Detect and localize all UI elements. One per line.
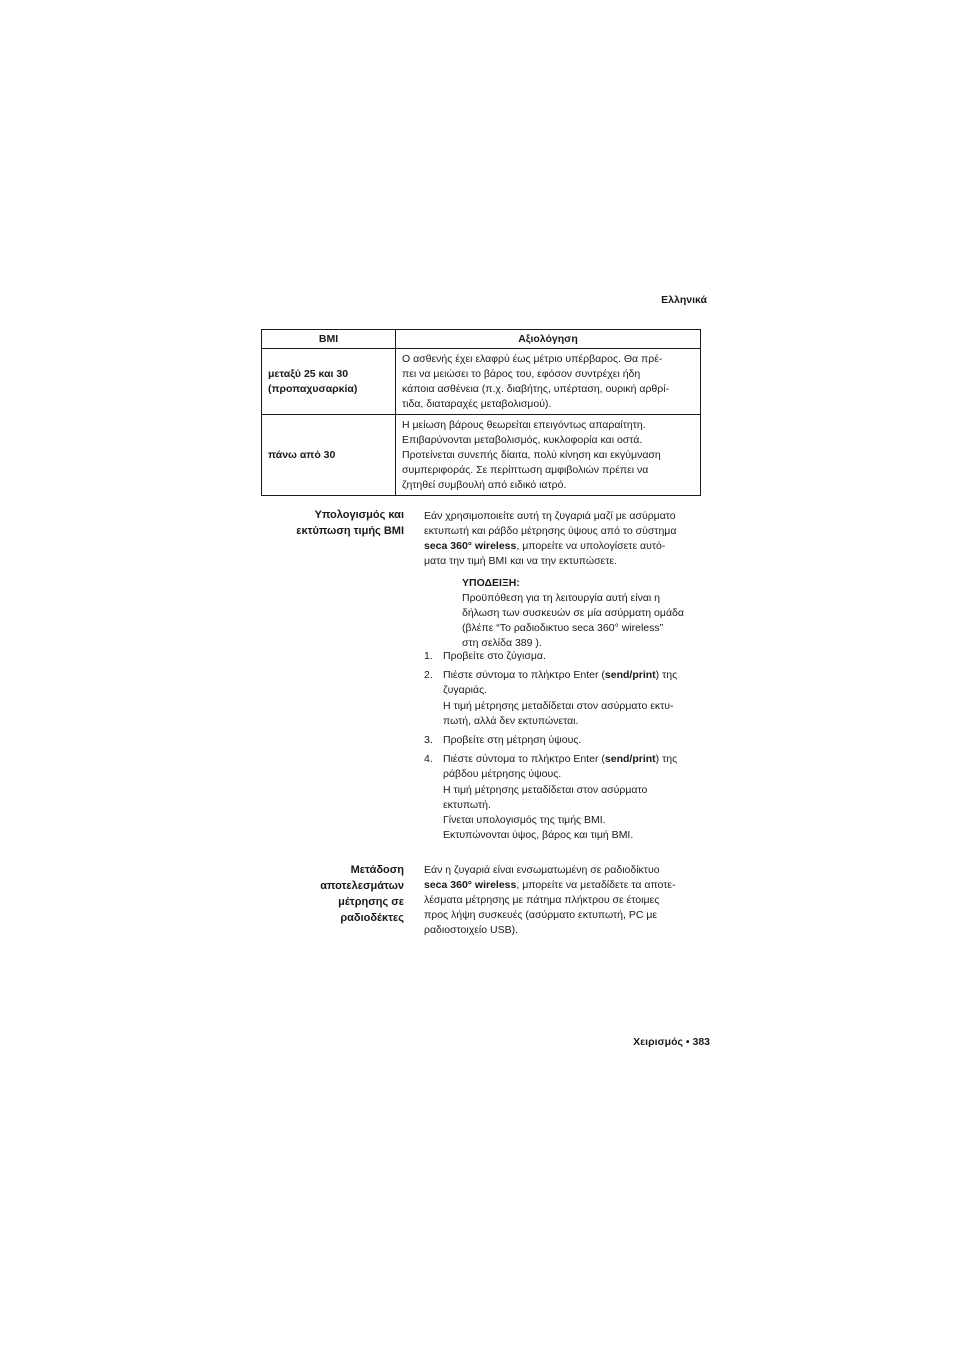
assessment-line: κάποια ασθένεια (π.χ. διαβήτης, υπέρταση, ουρική αρθρί- xyxy=(402,383,670,395)
result-line: εκτυπωτή. xyxy=(443,799,491,811)
category-line: (προπαχυσαρκία) xyxy=(268,382,358,395)
note-line: (βλέπε “Το ραδιοδικτυο seca 360° wireless” xyxy=(462,622,664,634)
result-line: Γίνεται υπολογισμός της τιμής BMI. xyxy=(443,814,606,826)
note-line: δήλωση των συσκευών σε μία ασύρματη ομάδα xyxy=(462,607,684,619)
text-line: λέσματα μέτρησης με πάτημα πλήκτρου σε έτοιμες xyxy=(424,894,660,906)
intro-text: , μπορείτε να υπολογίσετε αυτό- xyxy=(516,540,666,552)
note-title: ΥΠΟΔΕΙΞΗ: xyxy=(462,577,520,589)
text-line: ραδιοστοιχείο USB). xyxy=(424,924,518,936)
intro-line xyxy=(424,539,714,554)
step-text: Προβείτε στο ζύγισμα. xyxy=(443,650,546,662)
section-bmi-intro xyxy=(424,509,714,569)
assessment-line: τιδα, διαταραχές μεταβολισμού). xyxy=(402,398,552,410)
step-number: 4. xyxy=(424,753,433,765)
steps-list xyxy=(424,649,714,847)
table-row xyxy=(262,349,701,415)
step-text xyxy=(443,668,714,683)
heading-line: Μετάδοση xyxy=(350,864,404,876)
heading-line: εκτύπωση τιμής BMI xyxy=(296,525,404,537)
heading-line: μέτρησης σε xyxy=(338,896,404,908)
step-result xyxy=(443,699,714,729)
intro-line: εκτυπωτή και ράβδο μέτρησης ύψους από το σύστημα xyxy=(424,525,677,537)
step-text: Προβείτε στη μέτρηση ύψους. xyxy=(443,734,582,746)
result-line: Εκτυπώνονται ύψος, βάρος και τιμή BMI. xyxy=(443,829,634,841)
table-header-bmi: BMI xyxy=(262,330,396,349)
category-line: μεταξύ 25 και 30 xyxy=(268,367,349,380)
bmi-assessment-table xyxy=(261,329,701,496)
heading-line: Υπολογισμός και xyxy=(314,509,404,521)
step-text xyxy=(443,752,714,767)
intro-line: ματα την τιμή BMI και να την εκτυπώσετε. xyxy=(424,555,617,567)
table-cell-assessment xyxy=(396,349,701,415)
section-heading-radio xyxy=(258,862,404,926)
step-text-part: Πιέστε σύντομα το πλήκτρο Enter ( xyxy=(443,669,605,681)
list-item xyxy=(424,668,714,729)
assessment-line: Η μείωση βάρους θεωρείται επειγόντως απαραίτητη. xyxy=(402,419,646,431)
table-header-row xyxy=(262,330,701,349)
table-row xyxy=(262,415,701,496)
list-item xyxy=(424,752,714,843)
key-label: send/print xyxy=(604,753,656,765)
result-line: πωτή, αλλά δεν εκτυπώνεται. xyxy=(443,715,579,727)
table-header-assessment: Αξιολόγηση xyxy=(396,330,701,349)
page-language-label: Ελληνικά xyxy=(661,294,707,306)
table-cell-category xyxy=(262,349,396,415)
section-radio-text xyxy=(424,863,714,938)
assessment-line: πει να μειώσει το βάρος του, εφόσον συντρέχει ήδη xyxy=(402,368,641,380)
assessment-line: Ο ασθενής έχει ελαφρύ έως μέτριο υπέρβαρος. Θα πρέ- xyxy=(402,353,663,365)
step-number: 1. xyxy=(424,650,433,662)
intro-line: Εάν χρησιμοποιείτε αυτή τη ζυγαριά μαζί με ασύρματο xyxy=(424,510,676,522)
heading-line: αποτελεσμάτων xyxy=(320,880,404,892)
section-heading-bmi xyxy=(258,507,404,539)
text-line: προς λήψη συσκευές (ασύρματο εκτυπωτή, PC με xyxy=(424,909,658,921)
step-text-line: ράβδου μέτρησης ύψους. xyxy=(443,768,562,780)
step-text-part: Πιέστε σύντομα το πλήκτρο Enter ( xyxy=(443,753,605,765)
note-line: στη σελίδα 389 ). xyxy=(462,637,542,649)
note-box xyxy=(462,576,722,651)
list-item xyxy=(424,733,714,748)
result-line: Η τιμή μέτρησης μεταδίδεται στον ασύρματο xyxy=(443,784,648,796)
heading-line: ραδιοδέκτες xyxy=(340,912,404,924)
assessment-line: Επιβαρύνονται μεταβολισμός, κυκλοφορία και οστά. xyxy=(402,434,643,446)
category-line: πάνω από 30 xyxy=(268,448,336,461)
assessment-line: ζητηθεί συμβουλή από ειδικό ιατρό. xyxy=(402,479,567,491)
assessment-line: συμπεριφοράς. Σε περίπτωση αμφιβολιών πρέπει να xyxy=(402,464,649,476)
step-text-line: ζυγαριάς. xyxy=(443,684,488,696)
table-cell-category xyxy=(262,415,396,496)
result-line: Η τιμή μέτρησης μεταδίδεται στον ασύρματο εκτυ- xyxy=(443,700,674,712)
note-line: Προϋπόθεση για τη λειτουργία αυτή είναι η xyxy=(462,592,660,604)
page-footer: Χειρισμός • 383 xyxy=(633,1036,710,1048)
step-text-part: ) της xyxy=(655,669,678,681)
table-cell-assessment xyxy=(396,415,701,496)
list-item xyxy=(424,649,714,664)
step-result xyxy=(443,783,714,843)
system-name: seca 360° wireless xyxy=(424,540,517,552)
text-part: , μπορείτε να μεταδίδετε τα αποτε- xyxy=(516,879,676,891)
assessment-line: Προτείνεται συνεπής δίαιτα, πολύ κίνηση και εκγύμναση xyxy=(402,449,661,461)
text-line xyxy=(424,878,714,893)
step-number: 3. xyxy=(424,734,433,746)
text-line: Εάν η ζυγαριά είναι ενσωματωμένη σε ραδιοδίκτυο xyxy=(424,864,660,876)
step-text-part: ) της xyxy=(655,753,678,765)
key-label: send/print xyxy=(604,669,656,681)
step-number: 2. xyxy=(424,669,433,681)
system-name: seca 360° wireless xyxy=(424,879,517,891)
